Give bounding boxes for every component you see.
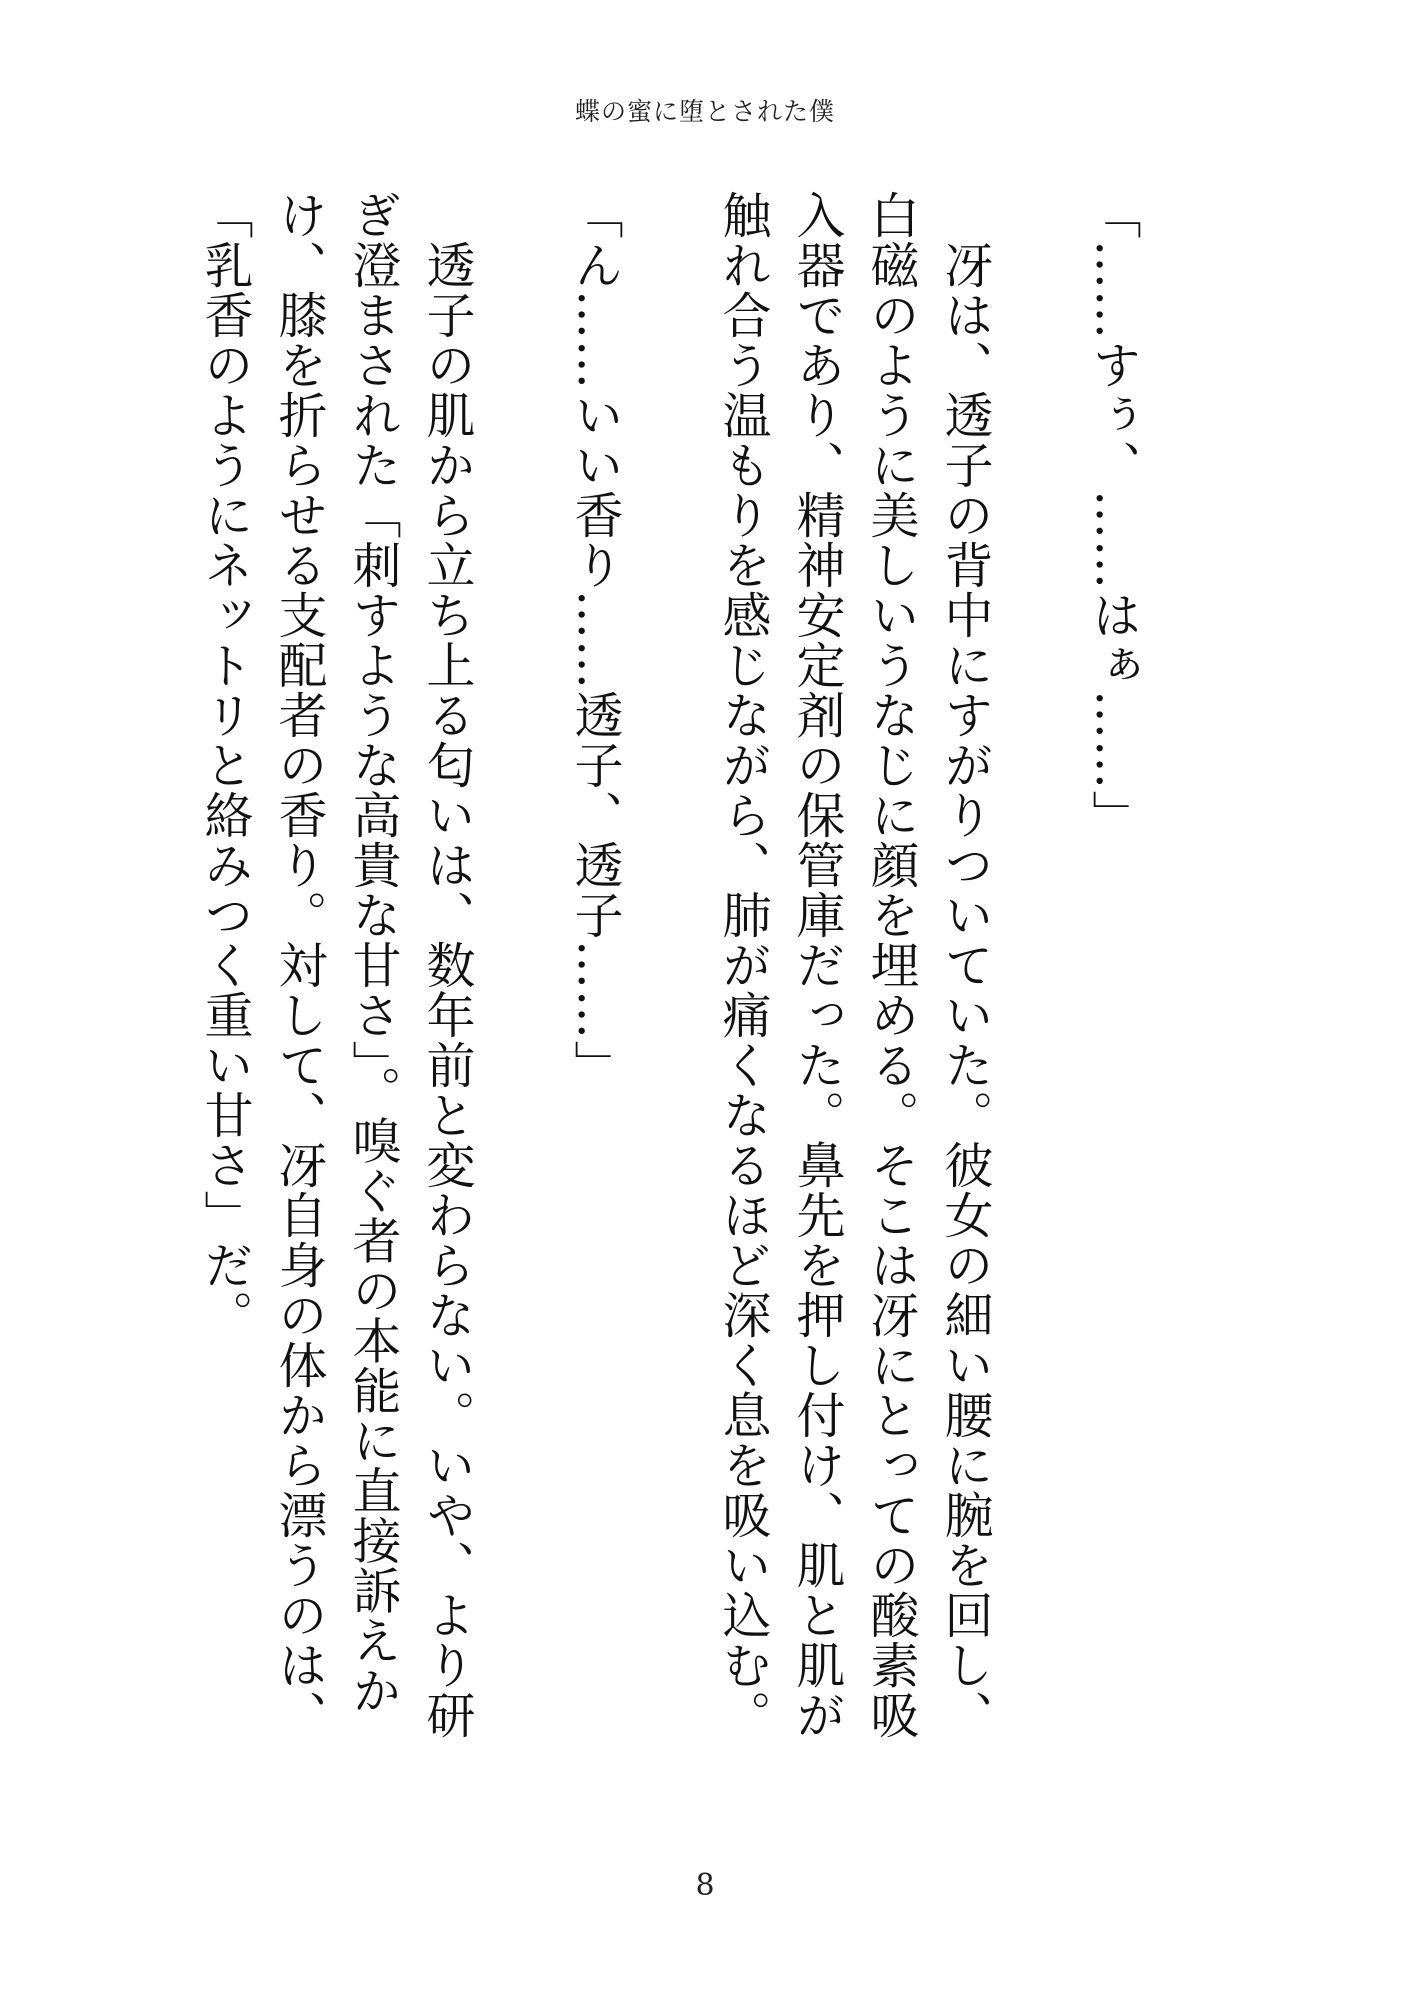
dialogue-line-1: 「……すぅ、……はぁ……」: [1085, 190, 1142, 840]
dialogue-line-2: 「ん……いい香り……透子、透子……」: [567, 190, 624, 1090]
narration-paragraph-1: 冴は、透子の背中にすがりついていた。彼女の細い腰に腕を回し、白磁のように美しいうなじに顔を埋める。そこは冴にとっての酸素吸入器であり、精神安定剤の保管庫だった。鼻先を押し付け、肌と肌が触れ合う温もりを感じながら、肺が痛くなるほど深く息を吸い込む。: [715, 190, 994, 1740]
narration-paragraph-2: 透子の肌から立ち上る匂いは、数年前と変わらない。いや、より研ぎ澄まされた「刺すような高貴な甘さ」。嗅ぐ者の本能に直接訴えかけ、膝を折らせる支配者の香り。対して、冴自身の体から漂うのは、「乳香のようにネットリと絡みつく重い甘さ」だ。: [197, 190, 476, 1740]
page-number: 8: [695, 1868, 715, 1903]
blank-column: [632, 190, 706, 1750]
blank-column: [484, 190, 558, 1750]
running-title: 蝶の蜜に堕とされた僕: [574, 97, 835, 126]
blank-column: [1002, 190, 1076, 1750]
vertical-text-body: [197, 190, 1150, 1750]
